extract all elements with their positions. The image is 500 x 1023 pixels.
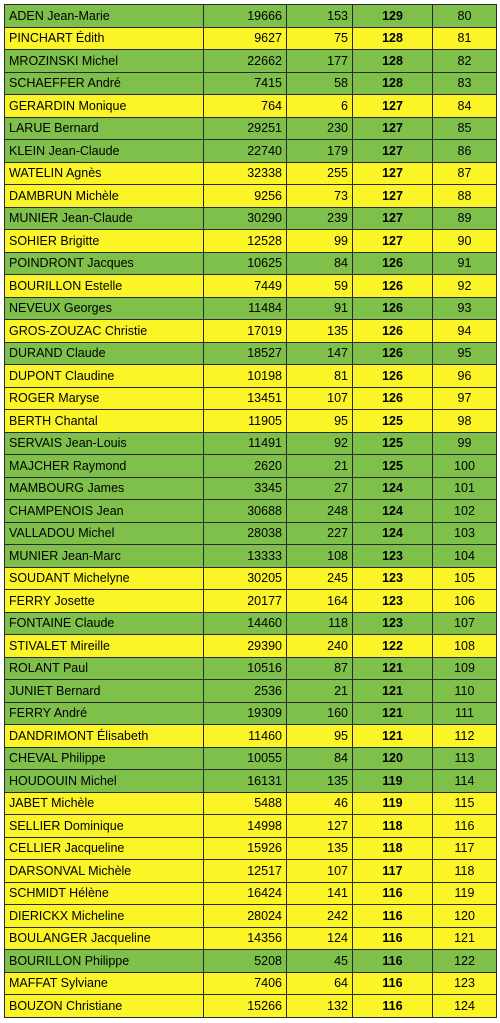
- name-cell: ADEN Jean-Marie: [5, 5, 204, 28]
- score-cell: 125: [353, 432, 433, 455]
- score-cell: 126: [353, 365, 433, 388]
- value2-cell: 153: [287, 5, 353, 28]
- score-cell: 128: [353, 50, 433, 73]
- score-cell: 123: [353, 567, 433, 590]
- score-cell: 118: [353, 815, 433, 838]
- value1-cell: 15266: [204, 995, 287, 1018]
- value1-cell: 16131: [204, 770, 287, 793]
- rank-cell: 83: [433, 72, 497, 95]
- value2-cell: 245: [287, 567, 353, 590]
- rank-cell: 122: [433, 950, 497, 973]
- table-row: [5, 477, 497, 500]
- table-row: [5, 50, 497, 73]
- rank-cell: 105: [433, 567, 497, 590]
- name-cell: BOURILLON Philippe: [5, 950, 204, 973]
- rank-cell: 91: [433, 252, 497, 275]
- name-cell: GERARDIN Monique: [5, 95, 204, 118]
- value1-cell: 11905: [204, 410, 287, 433]
- value1-cell: 14998: [204, 815, 287, 838]
- name-cell: FONTAINE Claude: [5, 612, 204, 635]
- score-cell: 119: [353, 770, 433, 793]
- value1-cell: 19666: [204, 5, 287, 28]
- table-row: [5, 995, 497, 1018]
- table-row: [5, 320, 497, 343]
- value2-cell: 227: [287, 522, 353, 545]
- rank-cell: 115: [433, 792, 497, 815]
- name-cell: CELLIER Jacqueline: [5, 837, 204, 860]
- value1-cell: 28038: [204, 522, 287, 545]
- value1-cell: 28024: [204, 905, 287, 928]
- name-cell: MAFFAT Sylviane: [5, 972, 204, 995]
- value2-cell: 240: [287, 635, 353, 658]
- score-cell: 116: [353, 995, 433, 1018]
- rank-cell: 117: [433, 837, 497, 860]
- table-row: [5, 230, 497, 253]
- rank-cell: 113: [433, 747, 497, 770]
- rank-cell: 88: [433, 185, 497, 208]
- value1-cell: 22662: [204, 50, 287, 73]
- table-row: [5, 185, 497, 208]
- table-row: [5, 657, 497, 680]
- name-cell: SCHAEFFER André: [5, 72, 204, 95]
- table-row: [5, 342, 497, 365]
- rank-cell: 107: [433, 612, 497, 635]
- value1-cell: 18527: [204, 342, 287, 365]
- value2-cell: 6: [287, 95, 353, 118]
- rank-cell: 123: [433, 972, 497, 995]
- table-row: [5, 972, 497, 995]
- name-cell: SERVAIS Jean-Louis: [5, 432, 204, 455]
- name-cell: FERRY André: [5, 702, 204, 725]
- rank-cell: 99: [433, 432, 497, 455]
- value1-cell: 15926: [204, 837, 287, 860]
- name-cell: ROGER Maryse: [5, 387, 204, 410]
- rank-cell: 110: [433, 680, 497, 703]
- value1-cell: 14356: [204, 927, 287, 950]
- value2-cell: 81: [287, 365, 353, 388]
- rank-cell: 100: [433, 455, 497, 478]
- score-cell: 121: [353, 702, 433, 725]
- name-cell: MAJCHER Raymond: [5, 455, 204, 478]
- name-cell: LARUE Bernard: [5, 117, 204, 140]
- value1-cell: 17019: [204, 320, 287, 343]
- rank-cell: 106: [433, 590, 497, 613]
- score-cell: 123: [353, 590, 433, 613]
- name-cell: SOUDANT Michelyne: [5, 567, 204, 590]
- name-cell: KLEIN Jean-Claude: [5, 140, 204, 163]
- table-row: [5, 365, 497, 388]
- name-cell: DURAND Claude: [5, 342, 204, 365]
- value2-cell: 92: [287, 432, 353, 455]
- value2-cell: 87: [287, 657, 353, 680]
- value2-cell: 118: [287, 612, 353, 635]
- value1-cell: 30688: [204, 500, 287, 523]
- value1-cell: 9256: [204, 185, 287, 208]
- value1-cell: 9627: [204, 27, 287, 50]
- rank-cell: 90: [433, 230, 497, 253]
- name-cell: VALLADOU Michel: [5, 522, 204, 545]
- score-cell: 116: [353, 972, 433, 995]
- name-cell: SELLIER Dominique: [5, 815, 204, 838]
- value1-cell: 13333: [204, 545, 287, 568]
- table-row: [5, 635, 497, 658]
- score-cell: 116: [353, 950, 433, 973]
- table-row: [5, 297, 497, 320]
- table-row: [5, 590, 497, 613]
- score-cell: 124: [353, 477, 433, 500]
- value1-cell: 11491: [204, 432, 287, 455]
- table-row: [5, 567, 497, 590]
- score-cell: 128: [353, 27, 433, 50]
- score-cell: 125: [353, 410, 433, 433]
- value2-cell: 99: [287, 230, 353, 253]
- rank-cell: 114: [433, 770, 497, 793]
- score-cell: 119: [353, 792, 433, 815]
- score-cell: 129: [353, 5, 433, 28]
- value1-cell: 29251: [204, 117, 287, 140]
- score-cell: 118: [353, 837, 433, 860]
- rank-cell: 104: [433, 545, 497, 568]
- value2-cell: 59: [287, 275, 353, 298]
- score-cell: 128: [353, 72, 433, 95]
- value2-cell: 135: [287, 320, 353, 343]
- table-row: [5, 522, 497, 545]
- value2-cell: 58: [287, 72, 353, 95]
- name-cell: SOHIER Brigitte: [5, 230, 204, 253]
- score-cell: 123: [353, 545, 433, 568]
- value2-cell: 95: [287, 410, 353, 433]
- value1-cell: 20177: [204, 590, 287, 613]
- table-row: [5, 27, 497, 50]
- name-cell: DIERICKX Micheline: [5, 905, 204, 928]
- value2-cell: 64: [287, 972, 353, 995]
- name-cell: ROLANT Paul: [5, 657, 204, 680]
- score-cell: 125: [353, 455, 433, 478]
- value1-cell: 5488: [204, 792, 287, 815]
- value1-cell: 7415: [204, 72, 287, 95]
- score-cell: 116: [353, 905, 433, 928]
- score-cell: 116: [353, 927, 433, 950]
- value1-cell: 13451: [204, 387, 287, 410]
- value2-cell: 107: [287, 387, 353, 410]
- score-cell: 126: [353, 320, 433, 343]
- value2-cell: 75: [287, 27, 353, 50]
- score-cell: 126: [353, 387, 433, 410]
- value1-cell: 12528: [204, 230, 287, 253]
- table-row: [5, 815, 497, 838]
- rank-cell: 120: [433, 905, 497, 928]
- score-cell: 116: [353, 882, 433, 905]
- value1-cell: 10625: [204, 252, 287, 275]
- rank-cell: 80: [433, 5, 497, 28]
- rank-cell: 101: [433, 477, 497, 500]
- value2-cell: 132: [287, 995, 353, 1018]
- rank-cell: 109: [433, 657, 497, 680]
- name-cell: SCHMIDT Hélène: [5, 882, 204, 905]
- value1-cell: 7406: [204, 972, 287, 995]
- value2-cell: 135: [287, 770, 353, 793]
- score-cell: 126: [353, 252, 433, 275]
- value2-cell: 147: [287, 342, 353, 365]
- table-row: [5, 950, 497, 973]
- table-row: [5, 5, 497, 28]
- name-cell: GROS-ZOUZAC Christie: [5, 320, 204, 343]
- ranking-table: [4, 4, 497, 1018]
- rank-cell: 116: [433, 815, 497, 838]
- score-cell: 127: [353, 185, 433, 208]
- value2-cell: 84: [287, 252, 353, 275]
- value2-cell: 95: [287, 725, 353, 748]
- value1-cell: 2620: [204, 455, 287, 478]
- rank-cell: 102: [433, 500, 497, 523]
- name-cell: STIVALET Mireille: [5, 635, 204, 658]
- rank-cell: 112: [433, 725, 497, 748]
- table-row: [5, 792, 497, 815]
- value2-cell: 84: [287, 747, 353, 770]
- score-cell: 123: [353, 612, 433, 635]
- name-cell: DUPONT Claudine: [5, 365, 204, 388]
- name-cell: MUNIER Jean-Marc: [5, 545, 204, 568]
- value2-cell: 108: [287, 545, 353, 568]
- table-row: [5, 860, 497, 883]
- rank-cell: 82: [433, 50, 497, 73]
- name-cell: DAMBRUN Michèle: [5, 185, 204, 208]
- value1-cell: 10055: [204, 747, 287, 770]
- score-cell: 126: [353, 297, 433, 320]
- table-row: [5, 387, 497, 410]
- value2-cell: 248: [287, 500, 353, 523]
- value1-cell: 14460: [204, 612, 287, 635]
- score-cell: 124: [353, 522, 433, 545]
- rank-cell: 93: [433, 297, 497, 320]
- name-cell: WATELIN Agnès: [5, 162, 204, 185]
- table-row: [5, 500, 497, 523]
- ranking-sheet: [4, 4, 496, 1018]
- value1-cell: 7449: [204, 275, 287, 298]
- name-cell: BOULANGER Jacqueline: [5, 927, 204, 950]
- table-row: [5, 612, 497, 635]
- value1-cell: 19309: [204, 702, 287, 725]
- rank-cell: 121: [433, 927, 497, 950]
- value2-cell: 230: [287, 117, 353, 140]
- table-row: [5, 252, 497, 275]
- table-row: [5, 117, 497, 140]
- rank-cell: 124: [433, 995, 497, 1018]
- rank-cell: 119: [433, 882, 497, 905]
- name-cell: BOUZON Christiane: [5, 995, 204, 1018]
- name-cell: JABET Michèle: [5, 792, 204, 815]
- table-row: [5, 747, 497, 770]
- value1-cell: 29390: [204, 635, 287, 658]
- table-row: [5, 162, 497, 185]
- value2-cell: 21: [287, 455, 353, 478]
- rank-cell: 97: [433, 387, 497, 410]
- score-cell: 126: [353, 342, 433, 365]
- name-cell: PINCHART Édith: [5, 27, 204, 50]
- rank-cell: 108: [433, 635, 497, 658]
- name-cell: FERRY Josette: [5, 590, 204, 613]
- name-cell: POINDRONT Jacques: [5, 252, 204, 275]
- score-cell: 126: [353, 275, 433, 298]
- table-row: [5, 725, 497, 748]
- rank-cell: 118: [433, 860, 497, 883]
- name-cell: MUNIER Jean-Claude: [5, 207, 204, 230]
- value2-cell: 160: [287, 702, 353, 725]
- score-cell: 127: [353, 230, 433, 253]
- value2-cell: 239: [287, 207, 353, 230]
- name-cell: MROZINSKI Michel: [5, 50, 204, 73]
- rank-cell: 84: [433, 95, 497, 118]
- value2-cell: 127: [287, 815, 353, 838]
- value2-cell: 73: [287, 185, 353, 208]
- rank-cell: 92: [433, 275, 497, 298]
- table-row: [5, 882, 497, 905]
- value1-cell: 12517: [204, 860, 287, 883]
- score-cell: 120: [353, 747, 433, 770]
- name-cell: MAMBOURG James: [5, 477, 204, 500]
- name-cell: CHAMPENOIS Jean: [5, 500, 204, 523]
- score-cell: 117: [353, 860, 433, 883]
- name-cell: DANDRIMONT Élisabeth: [5, 725, 204, 748]
- value1-cell: 16424: [204, 882, 287, 905]
- value2-cell: 141: [287, 882, 353, 905]
- name-cell: HOUDOUIN Michel: [5, 770, 204, 793]
- value2-cell: 179: [287, 140, 353, 163]
- score-cell: 127: [353, 162, 433, 185]
- score-cell: 127: [353, 140, 433, 163]
- value2-cell: 91: [287, 297, 353, 320]
- name-cell: CHEVAL Philippe: [5, 747, 204, 770]
- name-cell: DARSONVAL Michèle: [5, 860, 204, 883]
- table-row: [5, 432, 497, 455]
- rank-cell: 98: [433, 410, 497, 433]
- score-cell: 127: [353, 207, 433, 230]
- table-row: [5, 275, 497, 298]
- value1-cell: 11484: [204, 297, 287, 320]
- value2-cell: 107: [287, 860, 353, 883]
- table-row: [5, 837, 497, 860]
- value1-cell: 22740: [204, 140, 287, 163]
- value2-cell: 27: [287, 477, 353, 500]
- rank-cell: 89: [433, 207, 497, 230]
- name-cell: NEVEUX Georges: [5, 297, 204, 320]
- value2-cell: 135: [287, 837, 353, 860]
- table-row: [5, 410, 497, 433]
- value1-cell: 10198: [204, 365, 287, 388]
- score-cell: 121: [353, 657, 433, 680]
- score-cell: 127: [353, 117, 433, 140]
- table-row: [5, 770, 497, 793]
- table-row: [5, 702, 497, 725]
- value2-cell: 255: [287, 162, 353, 185]
- table-row: [5, 207, 497, 230]
- table-row: [5, 927, 497, 950]
- rank-cell: 85: [433, 117, 497, 140]
- value2-cell: 164: [287, 590, 353, 613]
- table-row: [5, 545, 497, 568]
- value1-cell: 32338: [204, 162, 287, 185]
- value2-cell: 46: [287, 792, 353, 815]
- score-cell: 121: [353, 680, 433, 703]
- rank-cell: 95: [433, 342, 497, 365]
- rank-cell: 94: [433, 320, 497, 343]
- table-row: [5, 72, 497, 95]
- value2-cell: 242: [287, 905, 353, 928]
- value1-cell: 10516: [204, 657, 287, 680]
- table-row: [5, 680, 497, 703]
- rank-cell: 103: [433, 522, 497, 545]
- score-cell: 122: [353, 635, 433, 658]
- table-row: [5, 455, 497, 478]
- value1-cell: 2536: [204, 680, 287, 703]
- rank-cell: 86: [433, 140, 497, 163]
- score-cell: 124: [353, 500, 433, 523]
- value1-cell: 11460: [204, 725, 287, 748]
- name-cell: BERTH Chantal: [5, 410, 204, 433]
- rank-cell: 87: [433, 162, 497, 185]
- name-cell: BOURILLON Estelle: [5, 275, 204, 298]
- table-row: [5, 95, 497, 118]
- value1-cell: 30205: [204, 567, 287, 590]
- value1-cell: 5208: [204, 950, 287, 973]
- rank-cell: 111: [433, 702, 497, 725]
- ranking-table-body: [5, 5, 497, 1018]
- value1-cell: 764: [204, 95, 287, 118]
- value1-cell: 30290: [204, 207, 287, 230]
- table-row: [5, 905, 497, 928]
- value2-cell: 124: [287, 927, 353, 950]
- score-cell: 127: [353, 95, 433, 118]
- value2-cell: 45: [287, 950, 353, 973]
- table-row: [5, 140, 497, 163]
- value2-cell: 21: [287, 680, 353, 703]
- rank-cell: 96: [433, 365, 497, 388]
- name-cell: JUNIET Bernard: [5, 680, 204, 703]
- score-cell: 121: [353, 725, 433, 748]
- rank-cell: 81: [433, 27, 497, 50]
- value2-cell: 177: [287, 50, 353, 73]
- value1-cell: 3345: [204, 477, 287, 500]
